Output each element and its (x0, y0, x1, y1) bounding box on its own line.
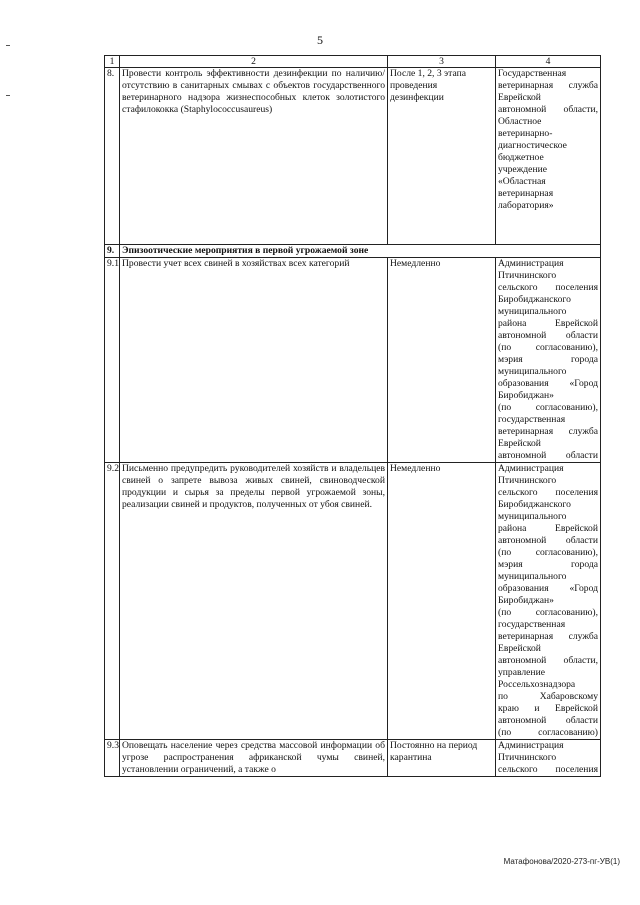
measure-text: Провести учет всех свиней в хозяйствах всех категорий (120, 258, 388, 463)
table-header-row (105, 56, 601, 68)
executor-line: учреждение (498, 164, 547, 175)
measures-table (104, 55, 601, 777)
executor-line: ветеринарная (498, 188, 554, 199)
executor-line: Еврейской (498, 438, 541, 449)
executor-line: Еврейской (498, 643, 541, 654)
page-number: 5 (317, 33, 323, 47)
measure-term: После 1, 2, 3 этапа проведения дезинфекции (388, 68, 496, 245)
table-row (105, 68, 601, 245)
table-row (105, 463, 601, 740)
executor-line: образования «Город (498, 378, 598, 389)
executor-line: ветеринарная служба (498, 631, 598, 642)
executor-line: сельского поселения (498, 282, 598, 293)
executor-line: Биробиджан» (498, 595, 554, 606)
executor-line: района Еврейской (498, 523, 598, 534)
executor-line: Биробиджанского (498, 294, 571, 305)
executor-line: по Хабаровскому (498, 691, 598, 702)
executor-line: муниципального (498, 366, 567, 377)
executor-line: Биробиджан» (498, 390, 554, 401)
executor-line: муниципального (498, 571, 567, 582)
executor-line: Еврейской (498, 92, 541, 103)
measure-text: Оповещать население через средства массовой информации об угрозе распространения африканской чумы свиней, установлении ограничений, а также о (120, 740, 388, 777)
executor-line: Биробиджанского (498, 499, 571, 510)
executor-line: мэрия города (498, 354, 598, 365)
section-row (105, 245, 601, 258)
executor-line: бюджетное (498, 152, 544, 163)
executor-line: Птичнинского (498, 270, 557, 281)
executor-line: управление (498, 667, 545, 678)
executor-line: (по согласованию), (498, 402, 598, 413)
measure-text: Письменно предупредить руководителей хозяйств и владельцев свиней о запрете вывоза живых свиней, свиноводческой продукции и сырья за пределы первой угрожаемой зоны, реализации свиней и продуктов, полученных от убоя свиней. (120, 463, 388, 740)
executor-line: автономной области (498, 715, 598, 726)
executor-line: автономной области, (498, 655, 598, 666)
executor-line: Птичнинского (498, 475, 557, 486)
table-row (105, 740, 601, 777)
executor-line: образования «Город (498, 583, 598, 594)
executor-line: автономной области (498, 330, 598, 341)
table-row (105, 258, 601, 463)
executor-line: диагностическое (498, 140, 567, 151)
executor-line: муниципального (498, 511, 567, 522)
executor-line: Администрация (498, 258, 564, 269)
row-number: 9.2 (105, 463, 120, 740)
executor-line: (по согласованию), (498, 547, 598, 558)
executor-line: «Областная (498, 176, 546, 187)
executor-line: Птичнинского (498, 752, 557, 763)
executor-line: государственная (498, 619, 566, 630)
row-number: 8. (105, 68, 120, 245)
measure-executor (496, 463, 601, 740)
header-cell-3: 3 (388, 56, 496, 68)
executor-line: автономной области (498, 450, 598, 461)
executor-line: Россельхознадзора (498, 679, 576, 690)
executor-line: сельского поселения (498, 764, 598, 775)
executor-line: Администрация (498, 463, 564, 474)
executor-line: Администрация (498, 740, 564, 751)
measure-text: Провести контроль эффективности дезинфекции по наличию/отсутствию в санитарных смывах с объектов государственного ветеринарного надзора жизнеспособных клеток золотистого стафилококка (Staphylococcusaureus) (120, 68, 388, 245)
header-cell-2: 2 (120, 56, 388, 68)
executor-line: лаборатория» (498, 200, 554, 211)
executor-line: краю и Еврейской (498, 703, 598, 714)
executor-line: сельского поселения (498, 487, 598, 498)
measure-term: Постоянно на период карантина (388, 740, 496, 777)
measure-executor (496, 68, 601, 245)
row-number: 9.3 (105, 740, 120, 777)
executor-line: ветеринарная служба (498, 80, 598, 91)
executor-line: (по согласованию), (498, 342, 598, 353)
executor-line: муниципального (498, 306, 567, 317)
executor-line: государственная (498, 414, 566, 425)
measure-term: Немедленно (388, 463, 496, 740)
measure-executor (496, 258, 601, 463)
section-number: 9. (105, 245, 120, 258)
executor-line: района Еврейской (498, 318, 598, 329)
executor-line: (по согласованию), (498, 607, 598, 618)
header-cell-1: 1 (105, 56, 120, 68)
document-code: Матафонова/2020-273-пг-УВ(1) (503, 857, 620, 866)
executor-line: Государственная (498, 68, 567, 79)
executor-line: Областное (498, 116, 542, 127)
executor-line: ветеринарная служба (498, 426, 598, 437)
margin-mark (6, 95, 10, 96)
measure-term: Немедленно (388, 258, 496, 463)
row-number: 9.1 (105, 258, 120, 463)
executor-line: (по согласованию) (498, 727, 598, 738)
header-cell-4: 4 (496, 56, 601, 68)
executor-line: автономной области (498, 535, 598, 546)
margin-mark (6, 45, 10, 46)
executor-line: ветеринарно- (498, 128, 553, 139)
executor-line: мэрия города (498, 559, 598, 570)
executor-line: автономной области, (498, 104, 598, 115)
section-title: Эпизоотические мероприятия в первой угрожаемой зоне (120, 245, 601, 258)
measure-executor (496, 740, 601, 777)
